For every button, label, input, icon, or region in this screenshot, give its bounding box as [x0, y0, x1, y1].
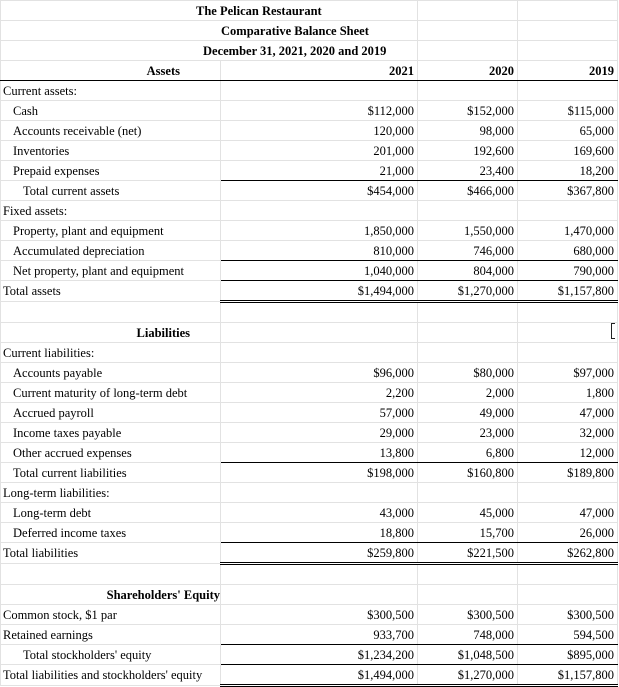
year-2021-header: 2021 — [221, 61, 418, 81]
table-row — [1, 363, 618, 383]
value-2020: $1,270,000 — [418, 665, 518, 686]
table-row — [1, 463, 618, 483]
value-2020: 1,550,000 — [418, 221, 518, 241]
value-2019: 26,000 — [518, 523, 618, 543]
value-2021: 43,000 — [221, 503, 418, 523]
total-assets-label: Total assets — [1, 281, 221, 302]
value-2021: $1,494,000 — [221, 665, 418, 686]
row-label: Other accrued expenses — [1, 443, 221, 463]
value-2021: 1,850,000 — [221, 221, 418, 241]
value-2021: $198,000 — [221, 463, 418, 483]
value-2021: 1,040,000 — [221, 261, 418, 281]
equity-heading: Shareholders' Equity — [1, 585, 221, 605]
value-2021: 2,200 — [221, 383, 418, 403]
value-2019: 680,000 — [518, 241, 618, 261]
value-2019: 12,000 — [518, 443, 618, 463]
value-2020: 23,000 — [418, 423, 518, 443]
table-row — [1, 101, 618, 121]
table-row — [1, 221, 618, 241]
row-label: Net property, plant and equipment — [1, 261, 221, 281]
table-row — [1, 281, 618, 302]
value-2019: $97,000 — [518, 363, 618, 383]
value-2019: $189,800 — [518, 463, 618, 483]
value-2019: 47,000 — [518, 503, 618, 523]
table-row — [1, 241, 618, 261]
value-2020: $300,500 — [418, 605, 518, 625]
value-2021: $300,500 — [221, 605, 418, 625]
value-2020: $221,500 — [418, 543, 518, 564]
value-2020: 98,000 — [418, 121, 518, 141]
value-2019: 169,600 — [518, 141, 618, 161]
value-2019: 1,800 — [518, 383, 618, 403]
grand-total-label: Total liabilities and stockholders' equity — [1, 665, 221, 686]
assets-heading: Assets — [1, 61, 221, 81]
value-2021: 29,000 — [221, 423, 418, 443]
value-2021: $1,494,000 — [221, 281, 418, 302]
value-2019: $367,800 — [518, 181, 618, 201]
row-label: Income taxes payable — [1, 423, 221, 443]
year-2019-header: 2019 — [518, 61, 618, 81]
value-2019: 32,000 — [518, 423, 618, 443]
value-2020: $80,000 — [418, 363, 518, 383]
value-2020: 49,000 — [418, 403, 518, 423]
row-label: Retained earnings — [1, 625, 221, 645]
value-2020: 192,600 — [418, 141, 518, 161]
value-2019: $1,157,800 — [518, 281, 618, 302]
row-label: Prepaid expenses — [1, 161, 221, 181]
value-2020: 804,000 — [418, 261, 518, 281]
value-2019: 594,500 — [518, 625, 618, 645]
value-2019: $262,800 — [518, 543, 618, 564]
value-2020: $466,000 — [418, 181, 518, 201]
table-row — [1, 261, 618, 281]
value-2019: 65,000 — [518, 121, 618, 141]
row-label: Common stock, $1 par — [1, 605, 221, 625]
value-2021: 120,000 — [221, 121, 418, 141]
value-2020: 15,700 — [418, 523, 518, 543]
table-row — [1, 645, 618, 665]
table-row — [1, 383, 618, 403]
value-2020: 746,000 — [418, 241, 518, 261]
row-label: Deferred income taxes — [1, 523, 221, 543]
table-row — [1, 503, 618, 523]
table-row — [1, 181, 618, 201]
value-2020: 45,000 — [418, 503, 518, 523]
table-row — [1, 121, 618, 141]
value-2021: 810,000 — [221, 241, 418, 261]
year-2020-header: 2020 — [418, 61, 518, 81]
row-label: Current maturity of long-term debt — [1, 383, 221, 403]
value-2019: 18,200 — [518, 161, 618, 181]
table-row — [1, 665, 618, 686]
table-row — [1, 423, 618, 443]
value-2021: $1,234,200 — [221, 645, 418, 665]
value-2020: $160,800 — [418, 463, 518, 483]
value-2019: $300,500 — [518, 605, 618, 625]
row-label: Accrued payroll — [1, 403, 221, 423]
value-2020: $1,270,000 — [418, 281, 518, 302]
value-2019: $115,000 — [518, 101, 618, 121]
value-2021: $454,000 — [221, 181, 418, 201]
value-2019: $1,157,800 — [518, 665, 618, 686]
liabilities-heading: Liabilities — [1, 323, 221, 343]
value-2021: 201,000 — [221, 141, 418, 161]
fixed-assets-heading: Fixed assets: — [1, 201, 221, 221]
statement-dates: December 31, 2021, 2020 and 2019 — [1, 41, 418, 61]
value-2020: $152,000 — [418, 101, 518, 121]
value-2020: 748,000 — [418, 625, 518, 645]
company-title: The Pelican Restaurant — [1, 1, 418, 21]
table-row — [1, 141, 618, 161]
current-liabilities-heading: Current liabilities: — [1, 343, 221, 363]
row-label: Accounts receivable (net) — [1, 121, 221, 141]
total-liabilities-label: Total liabilities — [1, 543, 221, 564]
row-label: Inventories — [1, 141, 221, 161]
value-2021: 18,800 — [221, 523, 418, 543]
row-label: Property, plant and equipment — [1, 221, 221, 241]
value-2019: 47,000 — [518, 403, 618, 423]
cell-cursor-icon — [611, 323, 615, 339]
total-current-assets-label: Total current assets — [1, 181, 221, 201]
value-2021: 13,800 — [221, 443, 418, 463]
value-2021: $259,800 — [221, 543, 418, 564]
table-row — [1, 443, 618, 463]
total-equity-label: Total stockholders' equity — [1, 645, 221, 665]
row-label: Accounts payable — [1, 363, 221, 383]
value-2021: $112,000 — [221, 101, 418, 121]
value-2021: 57,000 — [221, 403, 418, 423]
active-cell[interactable] — [518, 323, 618, 343]
longterm-liabilities-heading: Long-term liabilities: — [1, 483, 221, 503]
value-2021: $96,000 — [221, 363, 418, 383]
table-row — [1, 543, 618, 564]
value-2019: 790,000 — [518, 261, 618, 281]
value-2021: 933,700 — [221, 625, 418, 645]
table-row — [1, 523, 618, 543]
value-2020: 6,800 — [418, 443, 518, 463]
row-label: Long-term debt — [1, 503, 221, 523]
table-row — [1, 403, 618, 423]
value-2021: 21,000 — [221, 161, 418, 181]
table-row — [1, 605, 618, 625]
value-2020: 23,400 — [418, 161, 518, 181]
total-current-liabilities-label: Total current liabilities — [1, 463, 221, 483]
table-row — [1, 625, 618, 645]
row-label: Accumulated depreciation — [1, 241, 221, 261]
statement-title: Comparative Balance Sheet — [1, 21, 418, 41]
row-label: Cash — [1, 101, 221, 121]
value-2019: $895,000 — [518, 645, 618, 665]
current-assets-heading: Current assets: — [1, 81, 221, 101]
value-2019: 1,470,000 — [518, 221, 618, 241]
table-row — [1, 161, 618, 181]
value-2020: $1,048,500 — [418, 645, 518, 665]
value-2020: 2,000 — [418, 383, 518, 403]
